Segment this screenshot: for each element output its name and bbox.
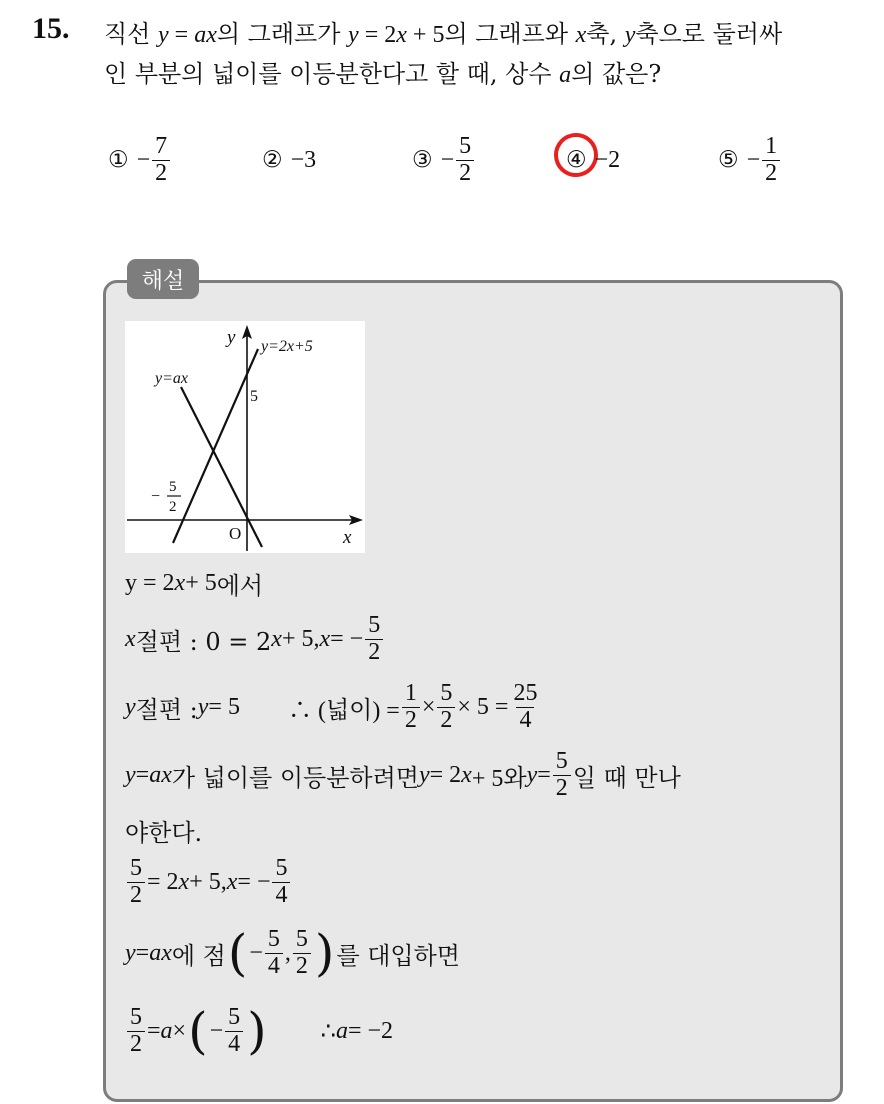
solution-line-5: 야한다. [125,818,203,847]
solution-line-6: $\frac{5}{2}$ = 2 x + 5, x = − $\frac{5}{4}$ [125,854,292,910]
solution-line-1: y = 2 x + 5 에서 [125,569,264,600]
choice-2[interactable]: ② −3 [262,146,317,173]
solution-line-3: y 절편 : y = 5 ∴ (넓이) = $\frac{1}{2}$ × $\frac{5}{2}$ × 5 = $\frac{25}{4}$ [125,680,538,733]
solution-line-2: x 절편 : 0 = 2 x + 5, x = − $\frac{5}{2}$ [125,612,385,666]
line1-label: y=2x+5 [261,338,313,355]
choice-number: ⑤ [718,147,739,173]
x-intercept-denominator: 2 [169,499,177,515]
x-axis-label: x [343,527,352,548]
question-line-1: 직선 y = ax의 그래프가 y = 2x + 5의 그래프와 x축, y축으로 둘러싸 [104,20,783,48]
choice-fraction: $\frac{1}{2}$ [762,134,780,185]
graph-svg [125,321,365,553]
y-axis-label: y [227,327,236,348]
x-intercept-numerator: 5 [169,479,177,495]
choice-3[interactable]: ③ − $\frac{5}{2}$ [412,130,476,190]
choice-number: ④ [566,147,587,173]
choice-1[interactable]: ① − $\frac{7}{2}$ [108,130,172,190]
solution-graph [125,321,365,553]
choice-fraction: $\frac{5}{2}$ [456,134,474,185]
solution-line-4: y = ax 가 넓이를 이등분하려면 y = 2 x + 5와 y = $\frac{5}{2}$ 일 때 만나 [125,748,681,801]
choice-4[interactable]: ④ −2 [566,146,621,173]
line-y-ax [181,387,262,547]
choice-fraction: $\frac{7}{2}$ [152,134,170,185]
question-number: 15. [32,12,70,45]
choice-5[interactable]: ⑤ − $\frac{1}{2}$ [718,130,782,190]
solution-tag: 해설 [127,259,199,299]
choice-number: ② [262,147,283,173]
solution-line-7: y = ax 에 점 ( − $\frac{5}{4}$ , $\frac{5}{2}$ ) 를 대입하면 [125,924,460,982]
x-intercept-sign: − [151,488,161,505]
solution-line-8: $\frac{5}{2}$ = a × ( − $\frac{5}{4}$ ) ∴ a = −2 [125,998,393,1064]
y-intercept-label: 5 [250,388,258,405]
question-line-2: 인 부분의 넓이를 이등분한다고 할 때, 상수 a의 값은? [104,60,662,88]
choice-number: ③ [412,147,433,173]
choice-number: ① [108,147,129,173]
origin-label: O [229,524,242,543]
line2-label: y=ax [155,370,188,387]
